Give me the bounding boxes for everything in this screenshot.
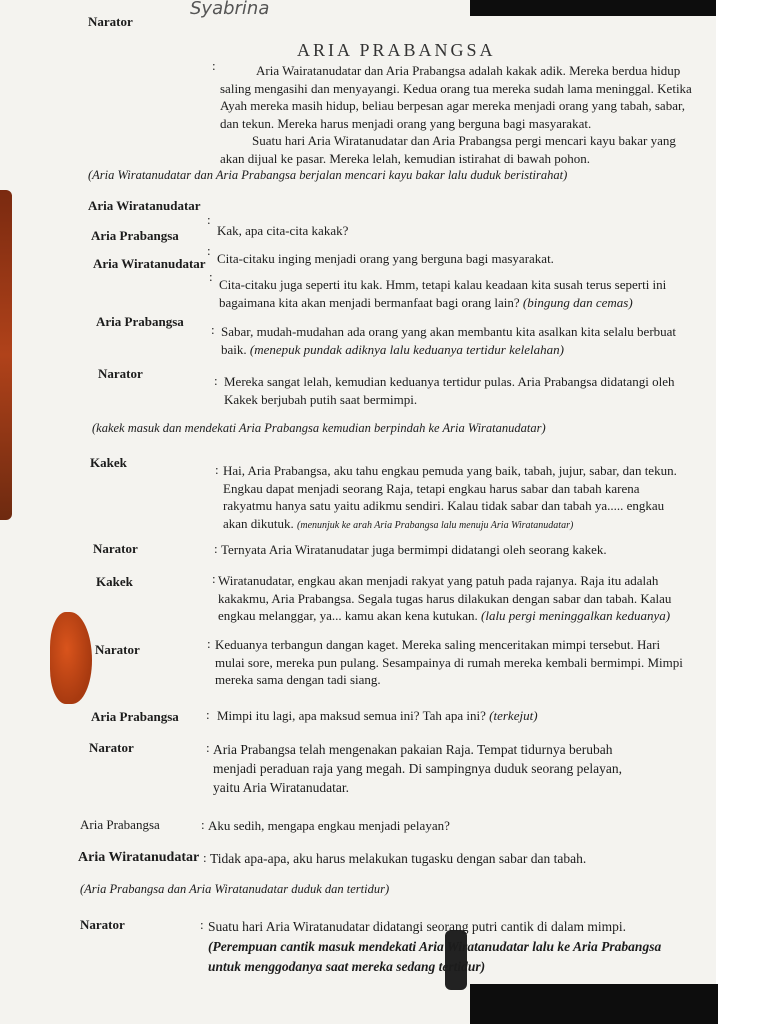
handwritten-scribble: Syabrina	[190, 0, 270, 19]
speaker-label: Kakek	[90, 455, 127, 470]
speaker-label: Aria Wiratanudatar	[88, 198, 201, 213]
speaker-label: Aria Prabangsa	[91, 709, 179, 724]
stage-direction: (kakek masuk dan mendekati Aria Prabangsa kemudian berpindah ke Aria Wiratanudatar)	[92, 421, 546, 435]
stage-direction: (Aria Prabangsa dan Aria Wiratanudatar duduk dan tertidur)	[80, 882, 390, 896]
dialog-text: Suatu hari Aria Wiratanudatar didatangi seorang putri cantik di dalam mimpi. (Perempuan cantik masuk mendekati Aria Wiratanudatar lalu ke Aria Prabangsa untuk menggodanya saat mereka sedang tertidur)	[208, 919, 662, 974]
colon: :	[206, 740, 210, 755]
dialog-text: Cita-citaku inging menjadi orang yang berguna bagi masyarakat.	[217, 251, 554, 266]
colon: :	[206, 707, 210, 722]
dialog-text: Suatu hari Aria Wiratanudatar dan Aria Prabangsa pergi mencari kayu bakar yang akan dijual ke pasar. Mereka lelah, kemudian istirahat di bawah pohon.	[220, 133, 676, 166]
dialog-text: Aria Prabangsa telah mengenakan pakaian Raja. Tempat tidurnya berubah menjadi peraduan raja yang megah. Di sampingnya duduk seorang pelayan, yaitu Aria Wiratanudatar.	[213, 742, 622, 795]
colon: :	[214, 373, 218, 388]
colon: :	[211, 322, 215, 337]
dialog-text: Tidak apa-apa, aku harus melakukan tugasku dengan sabar dan tabah.	[210, 851, 587, 866]
colon: :	[215, 462, 219, 477]
thumb-shadow	[50, 612, 92, 704]
speaker-label: Narator	[98, 366, 143, 381]
colon: :	[212, 571, 216, 586]
speaker-label: Aria Prabangsa	[80, 817, 160, 832]
speaker-label: Narator	[88, 14, 133, 29]
speaker-label: Kakek	[96, 574, 133, 589]
dialog-text: Sabar, mudah-mudahan ada orang yang akan membantu kita asalkan kita selalu berbuat baik. (menepuk pundak adiknya lalu keduanya tertidur kelelahan)	[221, 324, 677, 357]
colon: :	[212, 58, 216, 73]
dialog-text: Hai, Aria Prabangsa, aku tahu engkau pemuda yang baik, tabah, jujur, sabar, dan tekun. Engkau dapat menjadi seorang Raja, tetapi engkau harus sabar dan tabah karena rakyatmu hanya satu yaitu adikmu sendiri. Kalau tidak sabar dan tabah ya..... engkau akan dikutuk. (menunjuk ke arah Aria Prabangsa lalu menuju Aria Wiratanudatar)	[223, 463, 677, 531]
colon: :	[201, 817, 205, 832]
dialog-text: Wiratanudatar, engkau akan menjadi rakyat yang patuh pada rajanya. Raja itu adalah kakakmu, Aria Prabangsa. Segala tugas harus dilakukan dengan sabar dan tabah. Kalau engkau melanggar, ya... kamu akan kena kutukan. (lalu pergi meninggalkan keduanya)	[218, 573, 672, 623]
dialog-text: Mimpi itu lagi, apa maksud semua ini? Tah apa ini? (terkejut)	[217, 708, 538, 723]
dialog-text: Aria Wairatanudatar dan Aria Prabangsa adalah kakak adik. Mereka berdua hidup saling mengasihi dan menyayangi. Kedua orang tua mereka sudah lama meninggal. Ketika Ayah mereka masih hidup, beliau berpesan agar mereka menjadi orang yang tabah, sabar, dan tekun. Mereka harus menjadi orang yang berguna bagi masyarakat.	[220, 63, 692, 131]
speaker-label: Aria Wiratanudatar	[78, 850, 200, 865]
colon: :	[214, 541, 218, 556]
colon: :	[200, 917, 204, 932]
scan-edge-left	[0, 190, 12, 520]
scan-edge-right	[716, 0, 768, 1024]
scan-edge-bottom	[470, 984, 718, 1024]
colon: :	[207, 243, 211, 258]
scan-edge-top	[470, 0, 720, 16]
speaker-label: Aria Prabangsa	[91, 228, 179, 243]
speaker-label: Narator	[89, 740, 134, 755]
dialog-text: Aku sedih, mengapa engkau menjadi pelayan?	[208, 818, 450, 833]
colon: :	[207, 636, 211, 651]
dialog-text: Cita-citaku juga seperti itu kak. Hmm, tetapi kalau keadaan kita susah terus seperti ini bagaimana kita akan menjadi bermanfaat bagi orang lain? (bingung dan cemas)	[219, 277, 667, 310]
dialog-text: Mereka sangat lelah, kemudian keduanya tertidur pulas. Aria Prabangsa didatangi oleh Kakek berjubah putih saat bermimpi.	[224, 374, 675, 407]
dialog-text: Ternyata Aria Wiratanudatar juga bermimpi didatangi oleh seorang kakek.	[221, 542, 607, 557]
colon: :	[203, 850, 207, 865]
dialog-text: Kak, apa cita-cita kakak?	[217, 223, 349, 238]
speaker-label: Aria Prabangsa	[96, 314, 184, 329]
speaker-label: Narator	[80, 917, 125, 932]
dialog-text: Keduanya terbangun dangan kaget. Mereka saling menceritakan mimpi tersebut. Hari mulai sore, mereka pun pulang. Sesampainya di rumah mereka kembali bermimpi. Mimpi mereka sama dengan tadi siang.	[215, 637, 683, 687]
colon: :	[209, 269, 213, 284]
speaker-label: Narator	[95, 642, 140, 657]
stage-direction: (Aria Wiratanudatar dan Aria Prabangsa berjalan mencari kayu bakar lalu duduk beristirahat)	[88, 168, 568, 182]
speaker-label: Narator	[93, 541, 138, 556]
page-title: ARIA PRABANGSA	[297, 40, 496, 60]
speaker-label: Aria Wiratanudatar	[93, 256, 206, 271]
colon: :	[207, 212, 211, 227]
